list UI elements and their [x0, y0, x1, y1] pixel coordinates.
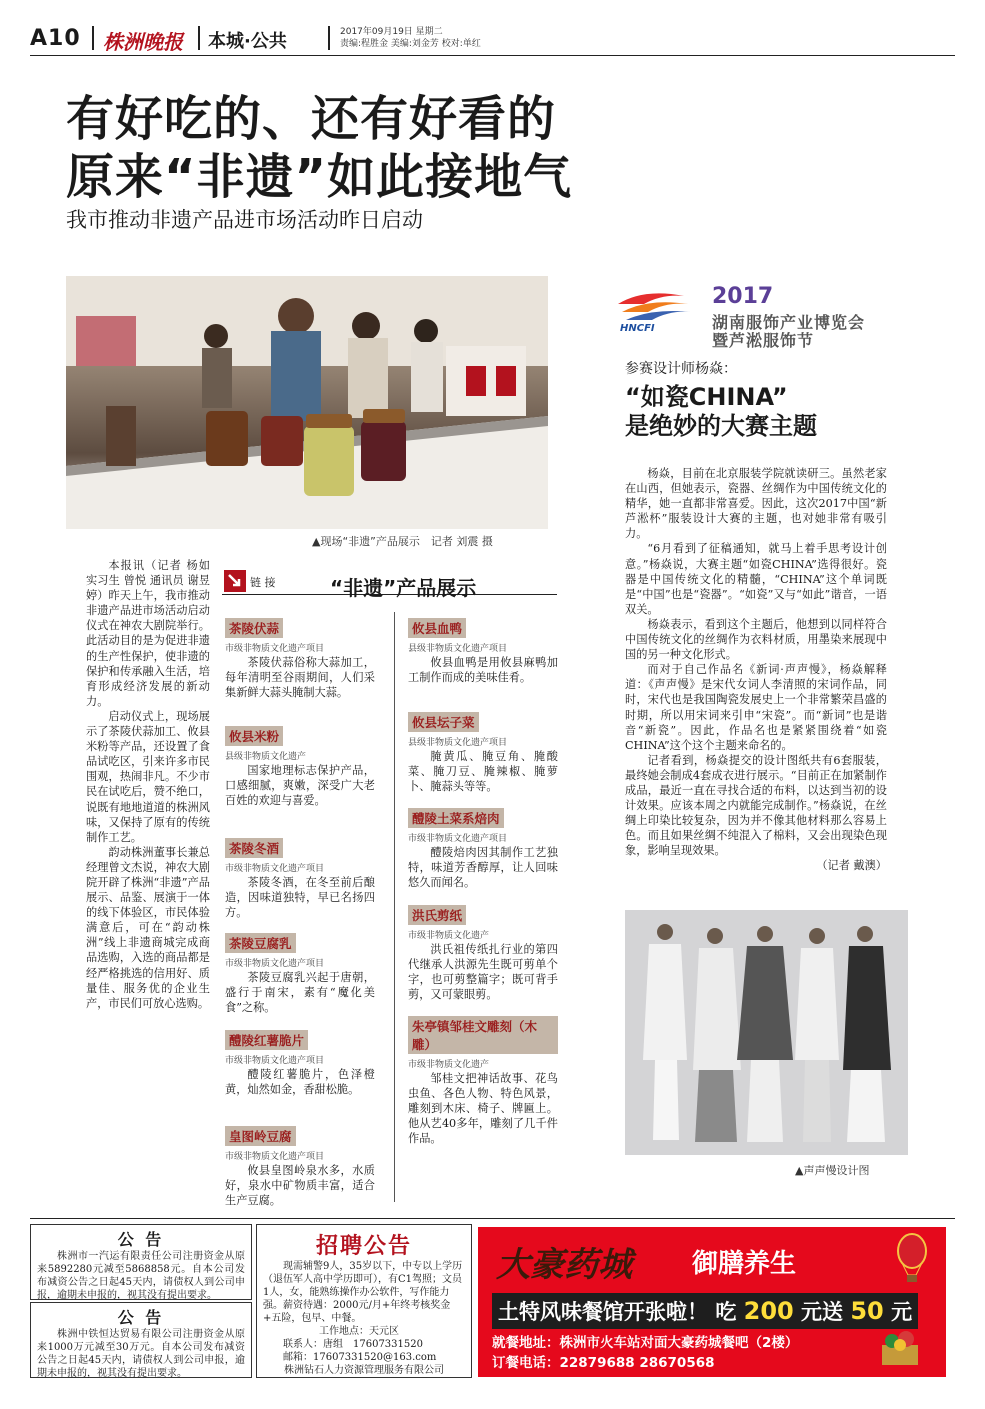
right-article-p1: 杨焱，目前在北京服装学院就读研三。虽然老家在山西，但她表示，瓷器、丝绸作为中国传统文化的精华，她一直都非常喜爱。因此，这次2017中国“新芦淞杯”服装设计大赛的主题，也对她非常有吸引力。	[625, 467, 887, 541]
hiring-company: 株洲钻石人力资源管理服务有限公司	[284, 1365, 444, 1376]
expo-name-1: 湖南服饰产业博览会	[712, 313, 866, 332]
item-level: 市级非物质文化遗产项目	[225, 959, 325, 969]
notice-2-title: 公 告	[117, 1308, 165, 1327]
headline-subtitle: 我市推动非遗产品进市场活动昨日启动	[66, 208, 423, 232]
headline-line1: 有好吃的、还有好看的	[66, 91, 557, 147]
banner-text: 土特风味餐馆开张啦！	[498, 1300, 708, 1324]
promo-amount-2: 50	[850, 1297, 884, 1325]
section-name: 本城·公共	[208, 31, 287, 52]
list-item	[225, 618, 375, 700]
item-desc: 攸县血鸭是用攸县麻鸭加工制作而成的美味佳肴。	[408, 656, 558, 684]
promo-mid: 元送	[801, 1300, 844, 1324]
item-level: 县级非物质文化遗产项目	[408, 738, 508, 748]
expo-year: 2017	[712, 284, 774, 309]
right-headline-line2: 是绝妙的大赛主题	[625, 412, 817, 440]
right-headline-line1: “如瓷CHINA”	[625, 383, 788, 411]
list-item	[408, 1016, 558, 1146]
left-article	[86, 558, 210, 1011]
item-level: 市级非物质文化遗产项目	[225, 1152, 325, 1162]
list-item	[408, 712, 558, 794]
item-title: 攸县坛子菜	[408, 712, 479, 732]
item-desc: 茶陵冬酒，在冬至前后酿造，因味道独特，早已名扬四方。	[225, 876, 375, 919]
list-item	[225, 1030, 375, 1097]
restaurant-brand: 大豪药城	[496, 1245, 632, 1285]
item-desc: 醴陵红薯脆片，色泽橙黄，灿然如金，香甜松脆。	[225, 1068, 375, 1096]
item-title: 茶陵冬酒	[225, 838, 283, 858]
item-level: 市级非物质文化遗产项目	[225, 864, 325, 874]
restaurant-phone: 订餐电话：22879688 28670568	[492, 1355, 715, 1371]
editor-credits: 责编:程胜金 美编:刘金芳 校对:单红	[340, 39, 481, 49]
item-desc: 洪氏祖传纸扎行业的第四代继承人洪源先生既可剪单个字，也可剪整篇字；既可背手剪，又可蒙眼剪。	[408, 943, 558, 1001]
item-title: 茶陵伏蒜	[225, 618, 283, 638]
list-item	[225, 726, 375, 808]
right-byline: （记者 戴澳）	[816, 859, 887, 873]
hiring-title: 招聘公告	[315, 1234, 412, 1259]
hiring-place: 工作地点：天元区	[319, 1326, 399, 1337]
item-level: 市级非物质文化遗产项目	[225, 1056, 325, 1066]
right-article-p3: 杨焱表示，看到这个主题后，他想到以同样符合中国传统文化的丝绸作为衣料材质，用墨染来展现中国的另一种文化形式。	[625, 617, 887, 662]
sidebar-title: “非遗”产品展示	[330, 576, 477, 600]
promo-pre: 吃	[715, 1300, 737, 1324]
page-number: A10	[30, 26, 81, 51]
promo-amount-1: 200	[743, 1297, 794, 1325]
right-headline	[625, 383, 817, 441]
item-title: 醴陵红薯脆片	[225, 1030, 308, 1050]
notice-2-text: 株洲中铁恒达贸易有限公司注册资金从原来1000万元减至30万元。自本公司发布减资公告之日起45天内，请债权人到公司申报，逾期未申报的，视其没有提出要求。	[37, 1329, 245, 1379]
item-level: 县级非物质文化遗产	[225, 752, 307, 762]
fashion-design-illustration	[625, 910, 908, 1155]
promo-post: 元	[891, 1300, 913, 1324]
item-level: 市级非物质文化遗产	[408, 931, 490, 941]
hiring-contact: 联系人：唐组 17607331520	[283, 1339, 423, 1350]
item-desc: 腌黄瓜、腌豆角、腌酸菜、腌刀豆、腌辣椒、腌萝卜、腌蒜头等等。	[408, 750, 558, 793]
list-item	[225, 838, 375, 920]
item-desc: 邹桂文把神话故事、花鸟虫鱼、各色人物、特色风景，雕刻到木床、椅子、牌匾上。他从艺40多年，雕刻了几千件作品。	[408, 1072, 558, 1145]
issue-date: 2017年09月19日 星期二	[340, 27, 443, 37]
item-level: 市级非物质文化遗产	[408, 1060, 490, 1070]
list-item	[408, 905, 558, 1002]
notice-1-text: 株洲市一汽运有限责任公司注册资金从原来5892280元减至5868858元。自本公司发布减资公告之日起45天内，请债权人到公司申报，逾期未申报的，视其没有提出要求。	[37, 1251, 245, 1301]
list-item	[225, 1126, 375, 1208]
restaurant-banner	[492, 1293, 918, 1329]
item-desc: 国家地理标志保护产品，口感细腻，爽嫩，深受广大老百姓的欢迎与喜爱。	[225, 764, 375, 807]
item-level: 县级非物质文化遗产项目	[408, 644, 508, 654]
item-desc: 攸县皇图岭泉水多，水质好，泉水中矿物质丰富，适合生产豆腐。	[225, 1164, 375, 1207]
restaurant-slogan: 御膳养生	[692, 1249, 797, 1279]
item-title: 朱亭镇邹桂文雕刻（木雕）	[408, 1016, 558, 1054]
item-title: 攸县血鸭	[408, 618, 466, 638]
expo-swoosh-icon	[614, 282, 710, 328]
link-tag: 链 接	[250, 576, 276, 589]
fashion-design-image	[625, 910, 908, 1155]
link-marker	[224, 570, 246, 592]
list-item	[225, 933, 375, 1015]
item-level: 市级非物质文化遗产项目	[225, 644, 325, 654]
paper-logo: 株洲晚报	[103, 30, 183, 54]
item-title: 攸县米粉	[225, 726, 283, 746]
exhibition-photo	[66, 276, 548, 529]
expo-logo	[614, 282, 710, 328]
item-title: 洪氏剪纸	[408, 905, 466, 925]
photo-caption: ▲现场“非遗”产品展示 记者 刘震 摄	[312, 535, 493, 548]
gift-basket-icon	[878, 1327, 922, 1367]
notice-1-title: 公 告	[117, 1230, 165, 1249]
restaurant-address: 就餐地址：株洲市火车站对面大豪药城餐吧（2楼）	[492, 1335, 799, 1351]
item-desc: 茶陵豆腐乳兴起于唐朝，盛行于南宋，素有“魔化美食”之称。	[225, 971, 375, 1014]
right-article-p2: “6月看到了征稿通知，就马上着手思考设计创意。”杨焱说，大赛主题“如瓷CHINA”选得很好。瓷器是中国传统文化的精髓，“CHINA”这个单词既是“中国”也是“瓷器”。“如瓷”又与“如此”谐音，一语双关。	[625, 542, 887, 616]
arrow-icon	[224, 570, 246, 592]
left-article-p1: 本报讯（记者 杨如 实习生 曾悦 通讯员 谢昱婷）昨天上午，我市推动非遗产品进市场活动启动仪式在神农大剧院举行。此活动目的是为促进非遗的生产性保护，使非遗的保护和传承融入生活，培育形成经济发展的新动力。	[86, 559, 210, 708]
headline-line2: 原来“非遗”如此接地气	[66, 149, 573, 205]
restaurant-ad	[478, 1227, 946, 1377]
left-article-p2: 启动仪式上，现场展示了茶陵伏蒜加工、攸县米粉等产品，还设置了食品试吃区，引来许多市民围观，热闹非凡。不少市民在试吃后，赞不绝口，说既有地地道道的株洲风味，又保持了原有的传统制作工艺。	[86, 709, 210, 844]
fashion-caption: ▲声声慢设计图	[795, 1164, 870, 1177]
item-title: 皇图岭豆腐	[225, 1126, 296, 1146]
item-level: 市级非物质文化遗产项目	[408, 834, 508, 844]
list-item	[408, 618, 558, 685]
right-article-p5: 记者看到，杨焱提交的设计图纸共有6套服装，最终她会制成4套成衣进行展示。“目前正在加紧制作成品，最近一直在寻找合适的布料，以达到当初的设计效果。应该本周之内就能完成制作。”杨焱说，在丝绸上印染比较复杂，因为并不像其他材料那么容易上色。而且如果丝绸不纯混入了棉料，又会出现染色现象，影响呈现效果。	[625, 753, 887, 858]
exhibition-photo-illustration	[66, 276, 548, 529]
left-article-p3: 韵动株洲董事长兼总经理曾文杰说，神农大剧院开辟了株洲“非遗”产品展示、品鉴、展演于一体的线下体验区，市民体验满意后，可在“韵动株洲”线上非遗商城完成商品选购，入选的商品都是经严格挑选的信用好、质量佳、服务优的企业生产，市民们可放心选购。	[86, 845, 210, 1010]
notice-1	[30, 1224, 252, 1300]
headline	[66, 90, 572, 206]
item-desc: 醴陵焙肉因其制作工艺独特，味道芳香醇厚，让人回味悠久而闻名。	[408, 846, 558, 889]
item-title: 茶陵豆腐乳	[225, 933, 296, 953]
hiring-email: 邮箱：17607331520@163.com	[283, 1352, 437, 1363]
hiring-ad	[256, 1224, 472, 1378]
notice-2	[30, 1302, 252, 1378]
right-article-p4: 而对于自己作品名《新词·声声慢》，杨焱解释道：《声声慢》是宋代女词人李清照的宋词作品，同时，宋代也是我国陶瓷发展史上一个非常繁荣昌盛的时期，所以用宋词来引申“宋瓷”。而“新词”也是谐音“新瓷”。因此，作品名也是紧紧围绕着“如瓷CHINA”这个这个主题来命名的。	[625, 663, 887, 752]
expo-name-2: 暨芦淞服饰节	[712, 331, 815, 350]
hot-air-balloon-icon	[892, 1233, 932, 1285]
item-desc: 茶陵伏蒜俗称大蒜加工，每年清明至谷雨期间，人们采集新鲜大蒜头腌制大蒜。	[225, 656, 375, 699]
right-article	[625, 466, 887, 874]
expo-brand: HNCFI	[620, 323, 655, 334]
list-item	[408, 808, 558, 890]
right-subhead: 参赛设计师杨焱：	[625, 361, 737, 377]
hiring-text: 现需辅警9人，35岁以下，中专以上学历（退伍军人高中学历即可），有C1驾照；文员1人，女，能熟练操作办公软件，写作能力强。薪资待遇：2000元/月+年终考核奖金+五险，包早、中餐。	[263, 1261, 463, 1324]
item-title: 醴陵土菜系焙肉	[408, 808, 504, 828]
dateline	[340, 26, 481, 50]
